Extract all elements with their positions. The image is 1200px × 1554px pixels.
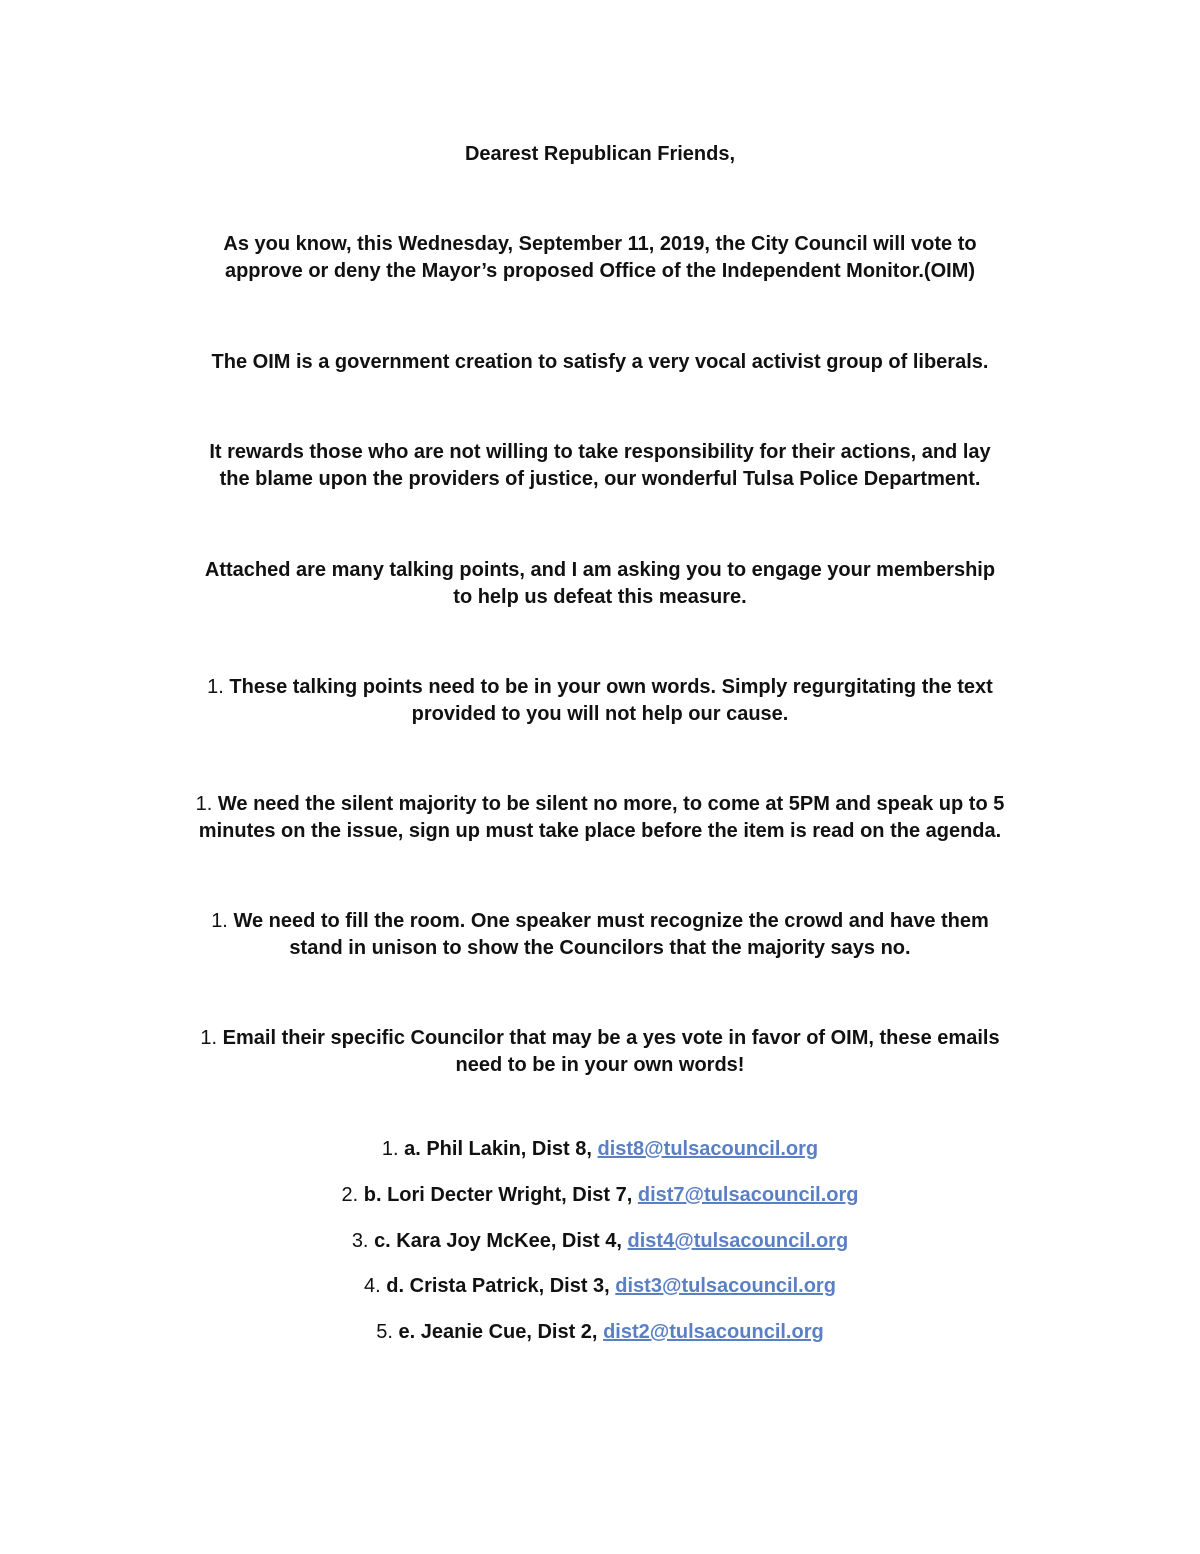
point-line: minutes on the issue, sign up must take place before the item is read on the agenda. (198, 820, 1002, 842)
point-email-councilor (100, 1025, 1100, 1079)
point-line (100, 1025, 1100, 1052)
councilor-name: e. Jeanie Cue, Dist 2, (398, 1321, 598, 1343)
point-silent-majority (100, 791, 1100, 845)
point-text: We need the silent majority to be silent no more, to come at 5PM and speak up to 5 (217, 793, 1005, 815)
point-number: 1. (195, 793, 213, 815)
paragraph-line: the blame upon the providers of justice, our wonderful Tulsa Police Department. (219, 468, 981, 490)
point-number: 1. (200, 1027, 218, 1049)
point-number: 1. (207, 676, 224, 698)
councilor-email-link[interactable]: dist2@tulsacouncil.org (603, 1321, 824, 1343)
point-fill-room (100, 908, 1100, 962)
councilor-name: d. Crista Patrick, Dist 3, (386, 1275, 610, 1297)
councilor-item (100, 1319, 1100, 1346)
councilor-name: b. Lori Decter Wright, Dist 7, (363, 1184, 633, 1206)
point-number: 1. (211, 910, 228, 932)
councilor-email-link[interactable]: dist8@tulsacouncil.org (597, 1138, 819, 1160)
paragraph-rewards (100, 439, 1100, 493)
point-line: provided to you will not help our cause. (411, 703, 789, 725)
councilor-number: 1. (381, 1138, 399, 1160)
point-text: These talking points need to be in your own words. Simply regurgitating the text (229, 676, 993, 698)
point-own-words (100, 674, 1100, 728)
paragraph-talking-points (100, 557, 1100, 611)
point-text: We need to fill the room. One speaker must recognize the crowd and have them (233, 910, 989, 932)
councilor-name: a. Phil Lakin, Dist 8, (404, 1138, 592, 1160)
paragraph-line: As you know, this Wednesday, September 11, 2019, the City Council will vote to (223, 233, 977, 255)
paragraph-line: It rewards those who are not willing to take responsibility for their actions, and lay (209, 441, 991, 463)
councilor-item (100, 1136, 1100, 1163)
paragraph-line: to help us defeat this measure. (453, 586, 747, 608)
councilor-item (100, 1182, 1100, 1209)
point-line (100, 674, 1100, 701)
councilor-item (100, 1273, 1100, 1300)
councilor-email-link[interactable]: dist4@tulsacouncil.org (627, 1230, 849, 1252)
paragraph-oim-vote (100, 231, 1100, 285)
paragraph-line: The OIM is a government creation to satisfy a very vocal activist group of liberals. (211, 351, 989, 373)
paragraph-line: approve or deny the Mayor’s proposed Office of the Independent Monitor.(OIM) (224, 260, 976, 282)
councilor-name: c. Kara Joy McKee, Dist 4, (374, 1230, 622, 1252)
salutation (100, 141, 1100, 168)
councilor-email-link[interactable]: dist7@tulsacouncil.org (637, 1184, 859, 1206)
point-line: need to be in your own words! (455, 1054, 745, 1076)
point-line: stand in unison to show the Councilors that the majority says no. (289, 937, 911, 959)
councilor-number: 2. (341, 1184, 359, 1206)
salutation-text: Dearest Republican Friends, (464, 143, 736, 165)
paragraph-line: Attached are many talking points, and I am asking you to engage your membership (204, 559, 996, 581)
councilor-item (100, 1228, 1100, 1255)
point-line (100, 791, 1100, 818)
councilor-email-link[interactable]: dist3@tulsacouncil.org (615, 1275, 836, 1297)
councilor-number: 3. (351, 1230, 369, 1252)
councilor-number: 4. (364, 1275, 381, 1297)
councilor-number: 5. (376, 1321, 393, 1343)
point-line (100, 908, 1100, 935)
point-text: Email their specific Councilor that may be a yes vote in favor of OIM, these emails (222, 1027, 1000, 1049)
paragraph-oim-creation (100, 349, 1100, 376)
